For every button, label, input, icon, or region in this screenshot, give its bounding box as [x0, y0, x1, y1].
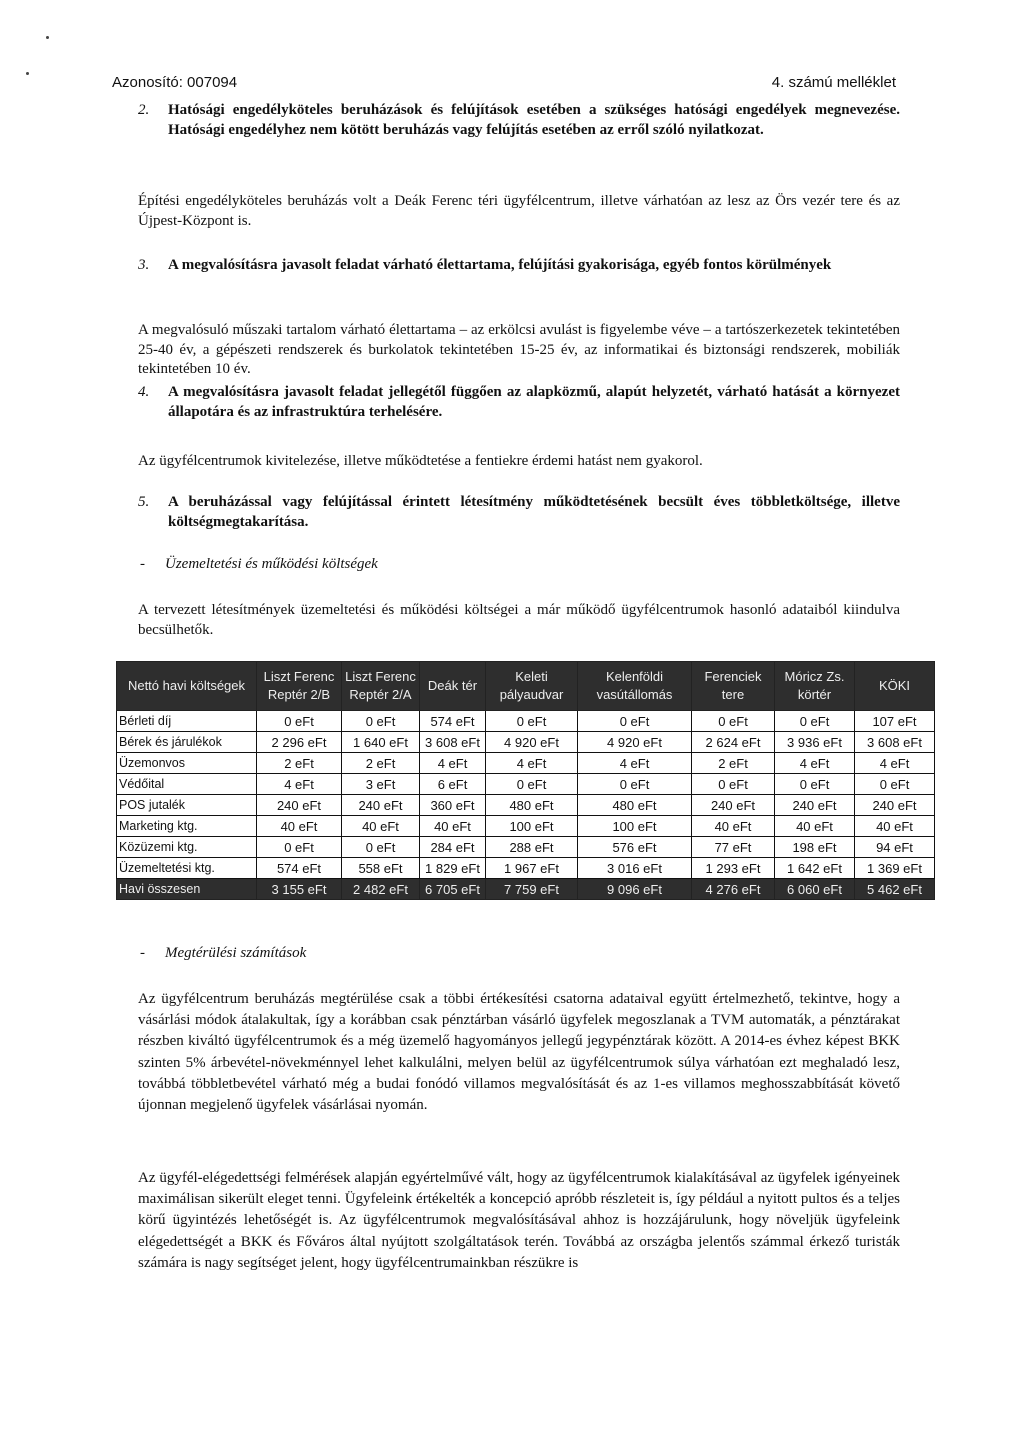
value-cell: 6 705 eFt — [420, 879, 486, 900]
value-cell: 240 eFt — [692, 795, 775, 816]
value-cell: 3 608 eFt — [420, 732, 486, 753]
value-cell: 5 462 eFt — [855, 879, 935, 900]
section-title: A megvalósításra javasolt feladat jellegétől függően az alapközmű, alapút helyzetét, várható hatását a környezet állapotára és az infrastruktúra terhelésére. — [168, 384, 900, 420]
table-row — [117, 816, 935, 837]
value-cell: 77 eFt — [692, 837, 775, 858]
value-cell: 4 eFt — [578, 753, 692, 774]
value-cell: 0 eFt — [578, 774, 692, 795]
value-cell: 0 eFt — [775, 711, 855, 732]
value-cell: 0 eFt — [775, 774, 855, 795]
value-cell: 1 640 eFt — [342, 732, 420, 753]
value-cell: 3 eFt — [342, 774, 420, 795]
value-cell: 0 eFt — [578, 711, 692, 732]
header-cell: Keleti pályaudvar — [486, 662, 578, 711]
value-cell: 4 920 eFt — [486, 732, 578, 753]
value-cell: 40 eFt — [342, 816, 420, 837]
header-cell: Nettó havi költségek — [117, 662, 257, 711]
section-title: A megvalósításra javasolt feladat várható élettartama, felújítási gyakorisága, egyéb fontos körülmények — [168, 257, 832, 273]
value-cell: 0 eFt — [486, 711, 578, 732]
bullet-roi: - Megtérülési számítások — [140, 945, 307, 961]
value-cell: 6 eFt — [420, 774, 486, 795]
value-cell: 100 eFt — [486, 816, 578, 837]
value-cell: 6 060 eFt — [775, 879, 855, 900]
value-cell: 4 276 eFt — [692, 879, 775, 900]
row-label-cell: Üzemeltetési ktg. — [117, 858, 257, 879]
value-cell: 3 608 eFt — [855, 732, 935, 753]
costs-paragraph: A tervezett létesítmények üzemeltetési és működési költségei a már működő ügyfélcentrumok hasonló adataiból kiindulva becsülhetők. — [138, 602, 900, 638]
section-2-heading — [138, 101, 900, 140]
header-cell: KÖKI — [855, 662, 935, 711]
table-row — [117, 858, 935, 879]
annex-label: 4. számú melléklet — [771, 74, 896, 91]
header-cell: Móricz Zs. körtér — [775, 662, 855, 711]
value-cell: 3 016 eFt — [578, 858, 692, 879]
value-cell: 480 eFt — [486, 795, 578, 816]
value-cell: 4 eFt — [420, 753, 486, 774]
value-cell: 40 eFt — [855, 816, 935, 837]
value-cell: 4 eFt — [257, 774, 342, 795]
section-5-heading — [138, 493, 900, 532]
value-cell: 288 eFt — [486, 837, 578, 858]
value-cell: 4 eFt — [775, 753, 855, 774]
section-number: 5. — [138, 494, 150, 510]
row-label-cell: Bérek és járulékok — [117, 732, 257, 753]
header-cell: Ferenciek tere — [692, 662, 775, 711]
bullet-label: Megtérülési számítások — [165, 945, 307, 961]
monthly-costs-table — [116, 661, 935, 900]
value-cell: 0 eFt — [257, 837, 342, 858]
value-cell: 360 eFt — [420, 795, 486, 816]
value-cell: 1 369 eFt — [855, 858, 935, 879]
value-cell: 2 296 eFt — [257, 732, 342, 753]
section-number: 2. — [138, 102, 150, 118]
header-cell: Liszt Ferenc Reptér 2/A — [342, 662, 420, 711]
value-cell: 4 eFt — [855, 753, 935, 774]
value-cell: 0 eFt — [855, 774, 935, 795]
section-4-paragraph: Az ügyfélcentrumok kivitelezése, illetve működtetése a fentiekre érdemi hatást nem gyakorol. — [138, 453, 703, 469]
table-row — [117, 837, 935, 858]
value-cell: 0 eFt — [342, 711, 420, 732]
value-cell: 3 155 eFt — [257, 879, 342, 900]
value-cell: 0 eFt — [692, 774, 775, 795]
section-3-heading — [138, 256, 900, 276]
section-number: 4. — [138, 384, 150, 400]
value-cell: 0 eFt — [342, 837, 420, 858]
table-row — [117, 774, 935, 795]
header-cell: Deák tér — [420, 662, 486, 711]
bullet-operating-costs: - Üzemeltetési és működési költségek — [140, 556, 378, 572]
value-cell: 2 482 eFt — [342, 879, 420, 900]
roi-paragraph: Az ügyfélcentrum beruházás megtérülése csak a többi értékesítési csatorna adataival együtt értelmezhető, tekintve, hogy a vásárlási módok átalakultak, így a korábban csak pénztárban vásárló ügyfelek megoszlanak a TVM automaták, a pénztárakat részben kiváltó ügyfélcentrumok és a még üzemelő hagyományos jellegű jegypénztárak között. A 2014-es évhez képest BKK szinten 5% árbevétel-növekménnyel lehet kalkulálni, melyen belül az ügyfélcentrumok súlya várhatóan ezt meghaladó lesz, továbbá többletbevétel várható még a budai fonódó villamos megvalósítását és az 1-es villamos meghosszabbítását követő újonnan megjelenő ügyfelek vásárlásai nyomán. — [138, 991, 900, 1114]
value-cell: 2 eFt — [257, 753, 342, 774]
value-cell: 7 759 eFt — [486, 879, 578, 900]
section-number: 3. — [138, 257, 150, 273]
table-row — [117, 711, 935, 732]
value-cell: 1 293 eFt — [692, 858, 775, 879]
row-label-cell: Védőital — [117, 774, 257, 795]
value-cell: 198 eFt — [775, 837, 855, 858]
value-cell: 2 eFt — [692, 753, 775, 774]
table-row — [117, 795, 935, 816]
value-cell: 100 eFt — [578, 816, 692, 837]
value-cell: 558 eFt — [342, 858, 420, 879]
scan-speck — [26, 72, 29, 75]
value-cell: 40 eFt — [420, 816, 486, 837]
document-id: Azonosító: 007094 — [112, 74, 238, 91]
value-cell: 576 eFt — [578, 837, 692, 858]
value-cell: 1 829 eFt — [420, 858, 486, 879]
row-label-cell: Közüzemi ktg. — [117, 837, 257, 858]
value-cell: 40 eFt — [692, 816, 775, 837]
value-cell: 40 eFt — [775, 816, 855, 837]
row-label-cell: Bérleti díj — [117, 711, 257, 732]
value-cell: 94 eFt — [855, 837, 935, 858]
value-cell: 240 eFt — [855, 795, 935, 816]
section-3-paragraph: A megvalósuló műszaki tartalom várható élettartama – az erkölcsi avulást is figyelembe véve – a tartószerkezetek tekintetében 25-40 év, a gépészeti rendszerek és burkolatok tekintetében 15-25 év, az informatikai és biztonsági rendszerek, mobiliák tekintetében 10 év. — [138, 322, 900, 377]
value-cell: 1 967 eFt — [486, 858, 578, 879]
value-cell: 107 eFt — [855, 711, 935, 732]
value-cell: 4 eFt — [486, 753, 578, 774]
value-cell: 574 eFt — [257, 858, 342, 879]
section-title: Hatósági engedélyköteles beruházások és felújítások esetében a szükséges hatósági engedélyek megnevezése. Hatósági engedélyhez nem kötött beruházás vagy felújítás esetében az erről szóló nyilatkozat. — [168, 102, 900, 138]
bullet-label: Üzemeltetési és működési költségek — [165, 556, 378, 572]
value-cell: 0 eFt — [692, 711, 775, 732]
value-cell: 3 936 eFt — [775, 732, 855, 753]
value-cell: 240 eFt — [342, 795, 420, 816]
value-cell: 480 eFt — [578, 795, 692, 816]
row-label-cell: POS jutalék — [117, 795, 257, 816]
value-cell: 574 eFt — [420, 711, 486, 732]
section-title: A beruházással vagy felújítással érintett létesítmény működtetésének becsült éves többletköltsége, illetve költségmegtakarítása. — [168, 494, 900, 530]
value-cell: 0 eFt — [486, 774, 578, 795]
satisfaction-paragraph: Az ügyfél-elégedettségi felmérések alapján egyértelművé vált, hogy az ügyfélcentrumok kialakításával az ügyfelek igényeinek maximálisan sikerült eleget tenni. Ügyfeleink értékelték a koncepció apróbb részleteit is, így például a nyitott pultos és a teljes körű ügyintézés lehetőségét is. Az ügyfélcentrumok megvalósításával ahhoz is hozzájárulunk, hogy növeljük ügyfeleink elégedettségét a BKK és Főváros által nyújtott szolgáltatások terén. Továbbá az országba jelentős számmal érkező turisták számára is nagy segítséget jelent, hogy ügyfélcentrumainkban részükre is — [138, 1170, 900, 1271]
header-cell: Liszt Ferenc Reptér 2/B — [257, 662, 342, 711]
table-row — [117, 732, 935, 753]
table-header-row — [117, 662, 935, 711]
value-cell: 240 eFt — [257, 795, 342, 816]
value-cell: 2 eFt — [342, 753, 420, 774]
header-cell: Kelenföldi vasútállomás — [578, 662, 692, 711]
scan-speck — [46, 36, 49, 39]
table-total-row — [117, 879, 935, 900]
section-4-heading — [138, 383, 900, 422]
value-cell: 4 920 eFt — [578, 732, 692, 753]
value-cell: 284 eFt — [420, 837, 486, 858]
value-cell: 0 eFt — [257, 711, 342, 732]
row-label-cell: Havi összesen — [117, 879, 257, 900]
row-label-cell: Marketing ktg. — [117, 816, 257, 837]
value-cell: 9 096 eFt — [578, 879, 692, 900]
value-cell: 40 eFt — [257, 816, 342, 837]
value-cell: 2 624 eFt — [692, 732, 775, 753]
value-cell: 1 642 eFt — [775, 858, 855, 879]
table-row — [117, 753, 935, 774]
section-2-paragraph: Építési engedélyköteles beruházás volt a Deák Ferenc téri ügyfélcentrum, illetve várhatóan az lesz az Örs vezér tere és az Újpest-Központ is. — [138, 193, 900, 229]
value-cell: 240 eFt — [775, 795, 855, 816]
row-label-cell: Üzemonvos — [117, 753, 257, 774]
